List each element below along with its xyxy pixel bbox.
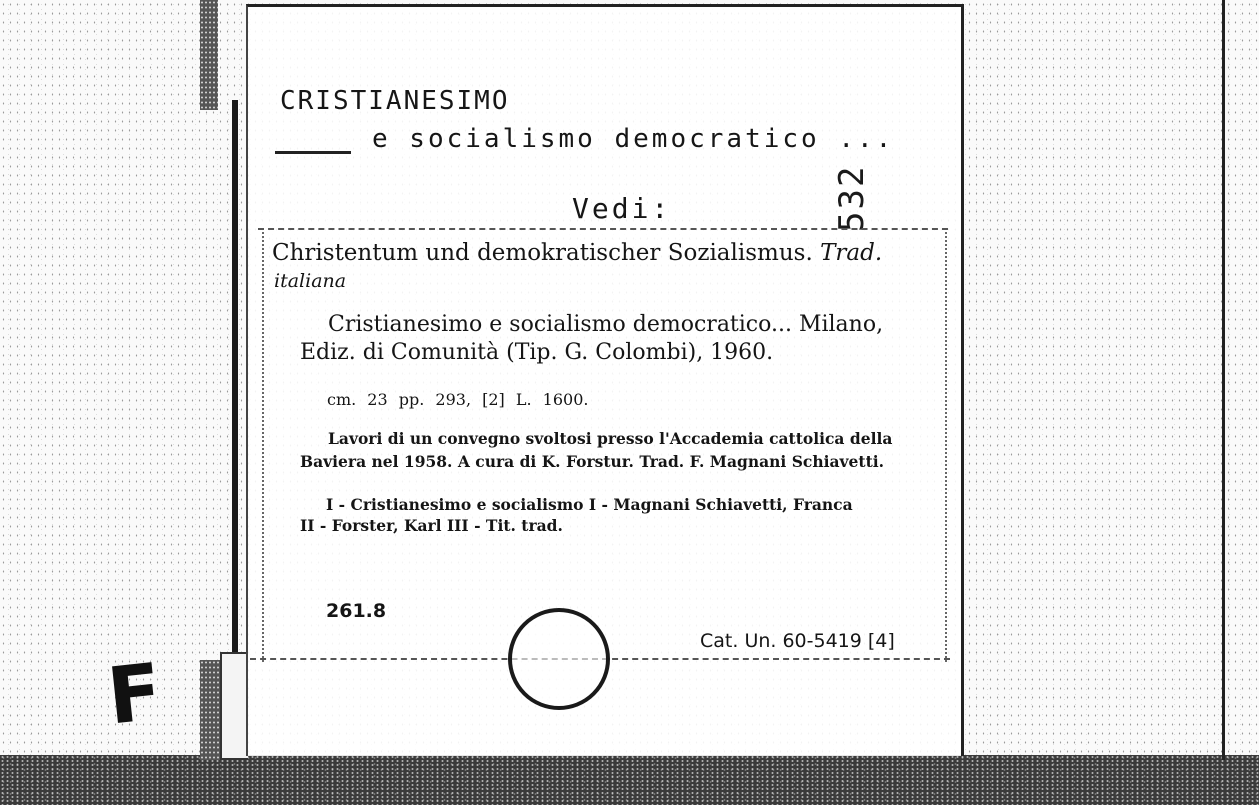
original-title xyxy=(272,240,882,266)
entry-separator-top xyxy=(258,228,948,230)
translation-note-cont: italiana xyxy=(274,270,347,292)
entry-border-right xyxy=(945,232,947,662)
left-binding-strip-lower xyxy=(200,660,222,760)
scanner-edge-band xyxy=(0,755,1259,805)
card-heading-subject: CRISTIANESIMO xyxy=(280,86,510,116)
card-heading-subtitle: e socialismo democratico ... xyxy=(372,124,895,154)
collation: cm. 23 pp. 293, [2] L. 1600. xyxy=(327,390,589,409)
tracings-line-1: I - Cristianesimo e socialismo I - Magnani Schiavetti, Franca xyxy=(326,495,853,514)
catalog-number: Cat. Un. 60-5419 [4] xyxy=(700,630,895,652)
handwritten-letter: F xyxy=(103,647,166,743)
card-tab xyxy=(220,652,248,760)
main-entry-title: Cristianesimo e socialismo democratico... Milano, xyxy=(328,312,884,337)
right-scan-edge xyxy=(1222,0,1225,760)
classification-number: 261.8 xyxy=(326,600,387,622)
translation-note: Trad. xyxy=(820,240,883,266)
punch-hole xyxy=(508,608,610,710)
left-binding-strip xyxy=(200,0,218,110)
contents-note-line-1: Lavori di un convegno svoltosi presso l'Accademia cattolica della xyxy=(328,429,893,448)
see-reference-label: Vedi: xyxy=(572,192,672,225)
side-number: 532 xyxy=(832,164,872,232)
contents-note-line-2: Baviera nel 1958. A cura di K. Forstur. Trad. F. Magnani Schiavetti. xyxy=(300,452,885,471)
heading-dash xyxy=(275,151,351,154)
left-spine-line xyxy=(232,100,238,660)
entry-border-left xyxy=(262,232,264,662)
tracings-line-2: II - Forster, Karl III - Tit. trad. xyxy=(300,516,563,535)
main-entry-imprint: Ediz. di Comunità (Tip. G. Colombi), 1960. xyxy=(300,340,774,365)
original-title-text: Christentum und demokratischer Sozialismus. xyxy=(272,240,813,266)
